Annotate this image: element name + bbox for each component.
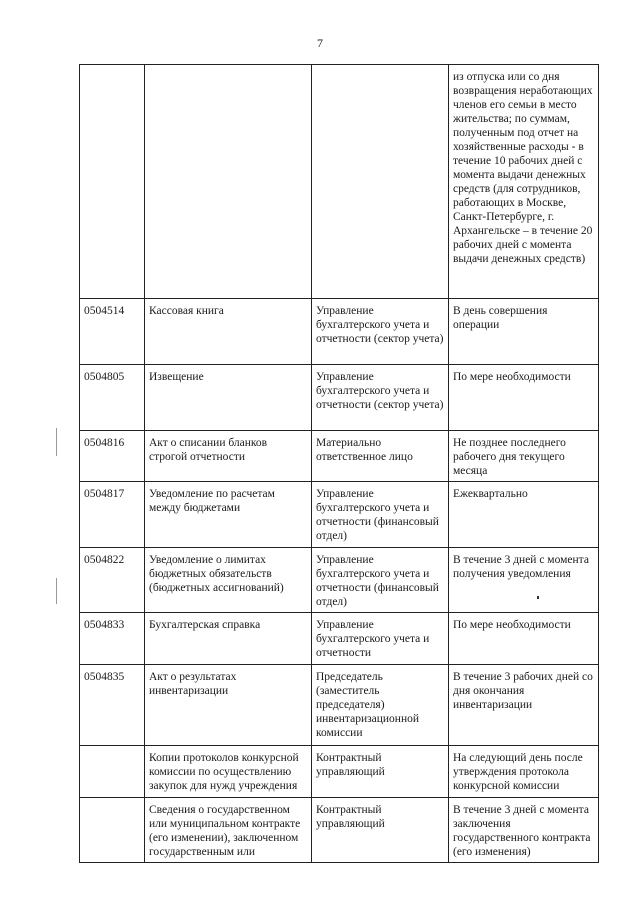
page-number: 7 [317,36,323,50]
responsible-cell [312,65,449,299]
deadline-cell: По мере необходимости [449,613,599,665]
deadline-cell: На следующий день после утверждения протокола конкурсной комиссии [449,746,599,798]
table-row [80,665,599,746]
table-row [80,798,599,863]
responsible-cell: Управление бухгалтерского учета и отчетности (финансовый отдел) [312,482,449,548]
table-row [80,746,599,798]
form-code-cell [80,746,145,798]
deadline-cell: В течение 3 дней с момента получения уведомления [449,548,599,613]
margin-mark [56,578,57,604]
table-row [80,65,599,299]
document-name-cell: Уведомление о лимитах бюджетных обязательств (бюджетных ассигнований) [145,548,312,613]
deadline-cell: По мере необходимости [449,365,599,431]
document-name-cell: Копии протоколов конкурсной комиссии по осуществлению закупок для нужд учреждения [145,746,312,798]
form-code-cell: 0504514 [80,299,145,365]
margin-mark [56,428,57,456]
form-code-cell: 0504835 [80,665,145,746]
document-name-cell: Уведомление по расчетам между бюджетами [145,482,312,548]
document-name-cell: Акт о списании бланков строгой отчетности [145,431,312,482]
form-code-cell [80,65,145,299]
document-name-cell: Сведения о государственном или муниципальном контракте (его изменении), заключенном государственным или [145,798,312,863]
deadline-cell: В день совершения операции [449,299,599,365]
responsible-cell: Председатель (заместитель председателя) инвентаризационной комиссии [312,665,449,746]
responsible-cell: Контрактный управляющий [312,798,449,863]
form-code-cell: 0504817 [80,482,145,548]
responsible-cell: Материально ответственное лицо [312,431,449,482]
responsible-cell: Контрактный управляющий [312,746,449,798]
table-row [80,613,599,665]
form-code-cell [80,798,145,863]
form-code-cell: 0504822 [80,548,145,613]
table-row [80,431,599,482]
document-name-cell: Кассовая книга [145,299,312,365]
deadline-cell: Ежеквартально [449,482,599,548]
deadline-cell: В течение 3 рабочих дней со дня окончания инвентаризации [449,665,599,746]
form-code-cell: 0504816 [80,431,145,482]
deadline-cell: Не позднее последнего рабочего дня текущего месяца [449,431,599,482]
document-name-cell: Извещение [145,365,312,431]
document-name-cell [145,65,312,299]
form-code-cell: 0504805 [80,365,145,431]
table-row [80,482,599,548]
deadline-cell: В течение 3 дней с момента заключения государственного контракта (его изменения) [449,798,599,863]
document-table [79,64,599,863]
form-code-cell: 0504833 [80,613,145,665]
document-name-cell: Бухгалтерская справка [145,613,312,665]
table-row [80,365,599,431]
table-row [80,299,599,365]
table-row [80,548,599,613]
responsible-cell: Управление бухгалтерского учета и отчетности (финансовый отдел) [312,548,449,613]
responsible-cell: Управление бухгалтерского учета и отчетности (сектор учета) [312,365,449,431]
document-name-cell: Акт о результатах инвентаризации [145,665,312,746]
responsible-cell: Управление бухгалтерского учета и отчетности [312,613,449,665]
deadline-cell: из отпуска или со дня возвращения неработающих членов его семьи в место жительства; по суммам, полученным под отчет на хозяйственные расходы - в течение 10 рабочих дней с момента выдачи денежных средств (для сотрудников, работающих в Москве, Санкт-Петербурге, г. Архангельске – в течение 20 рабочих дней с момента выдачи денежных средств) [449,65,599,299]
responsible-cell: Управление бухгалтерского учета и отчетности (сектор учета) [312,299,449,365]
